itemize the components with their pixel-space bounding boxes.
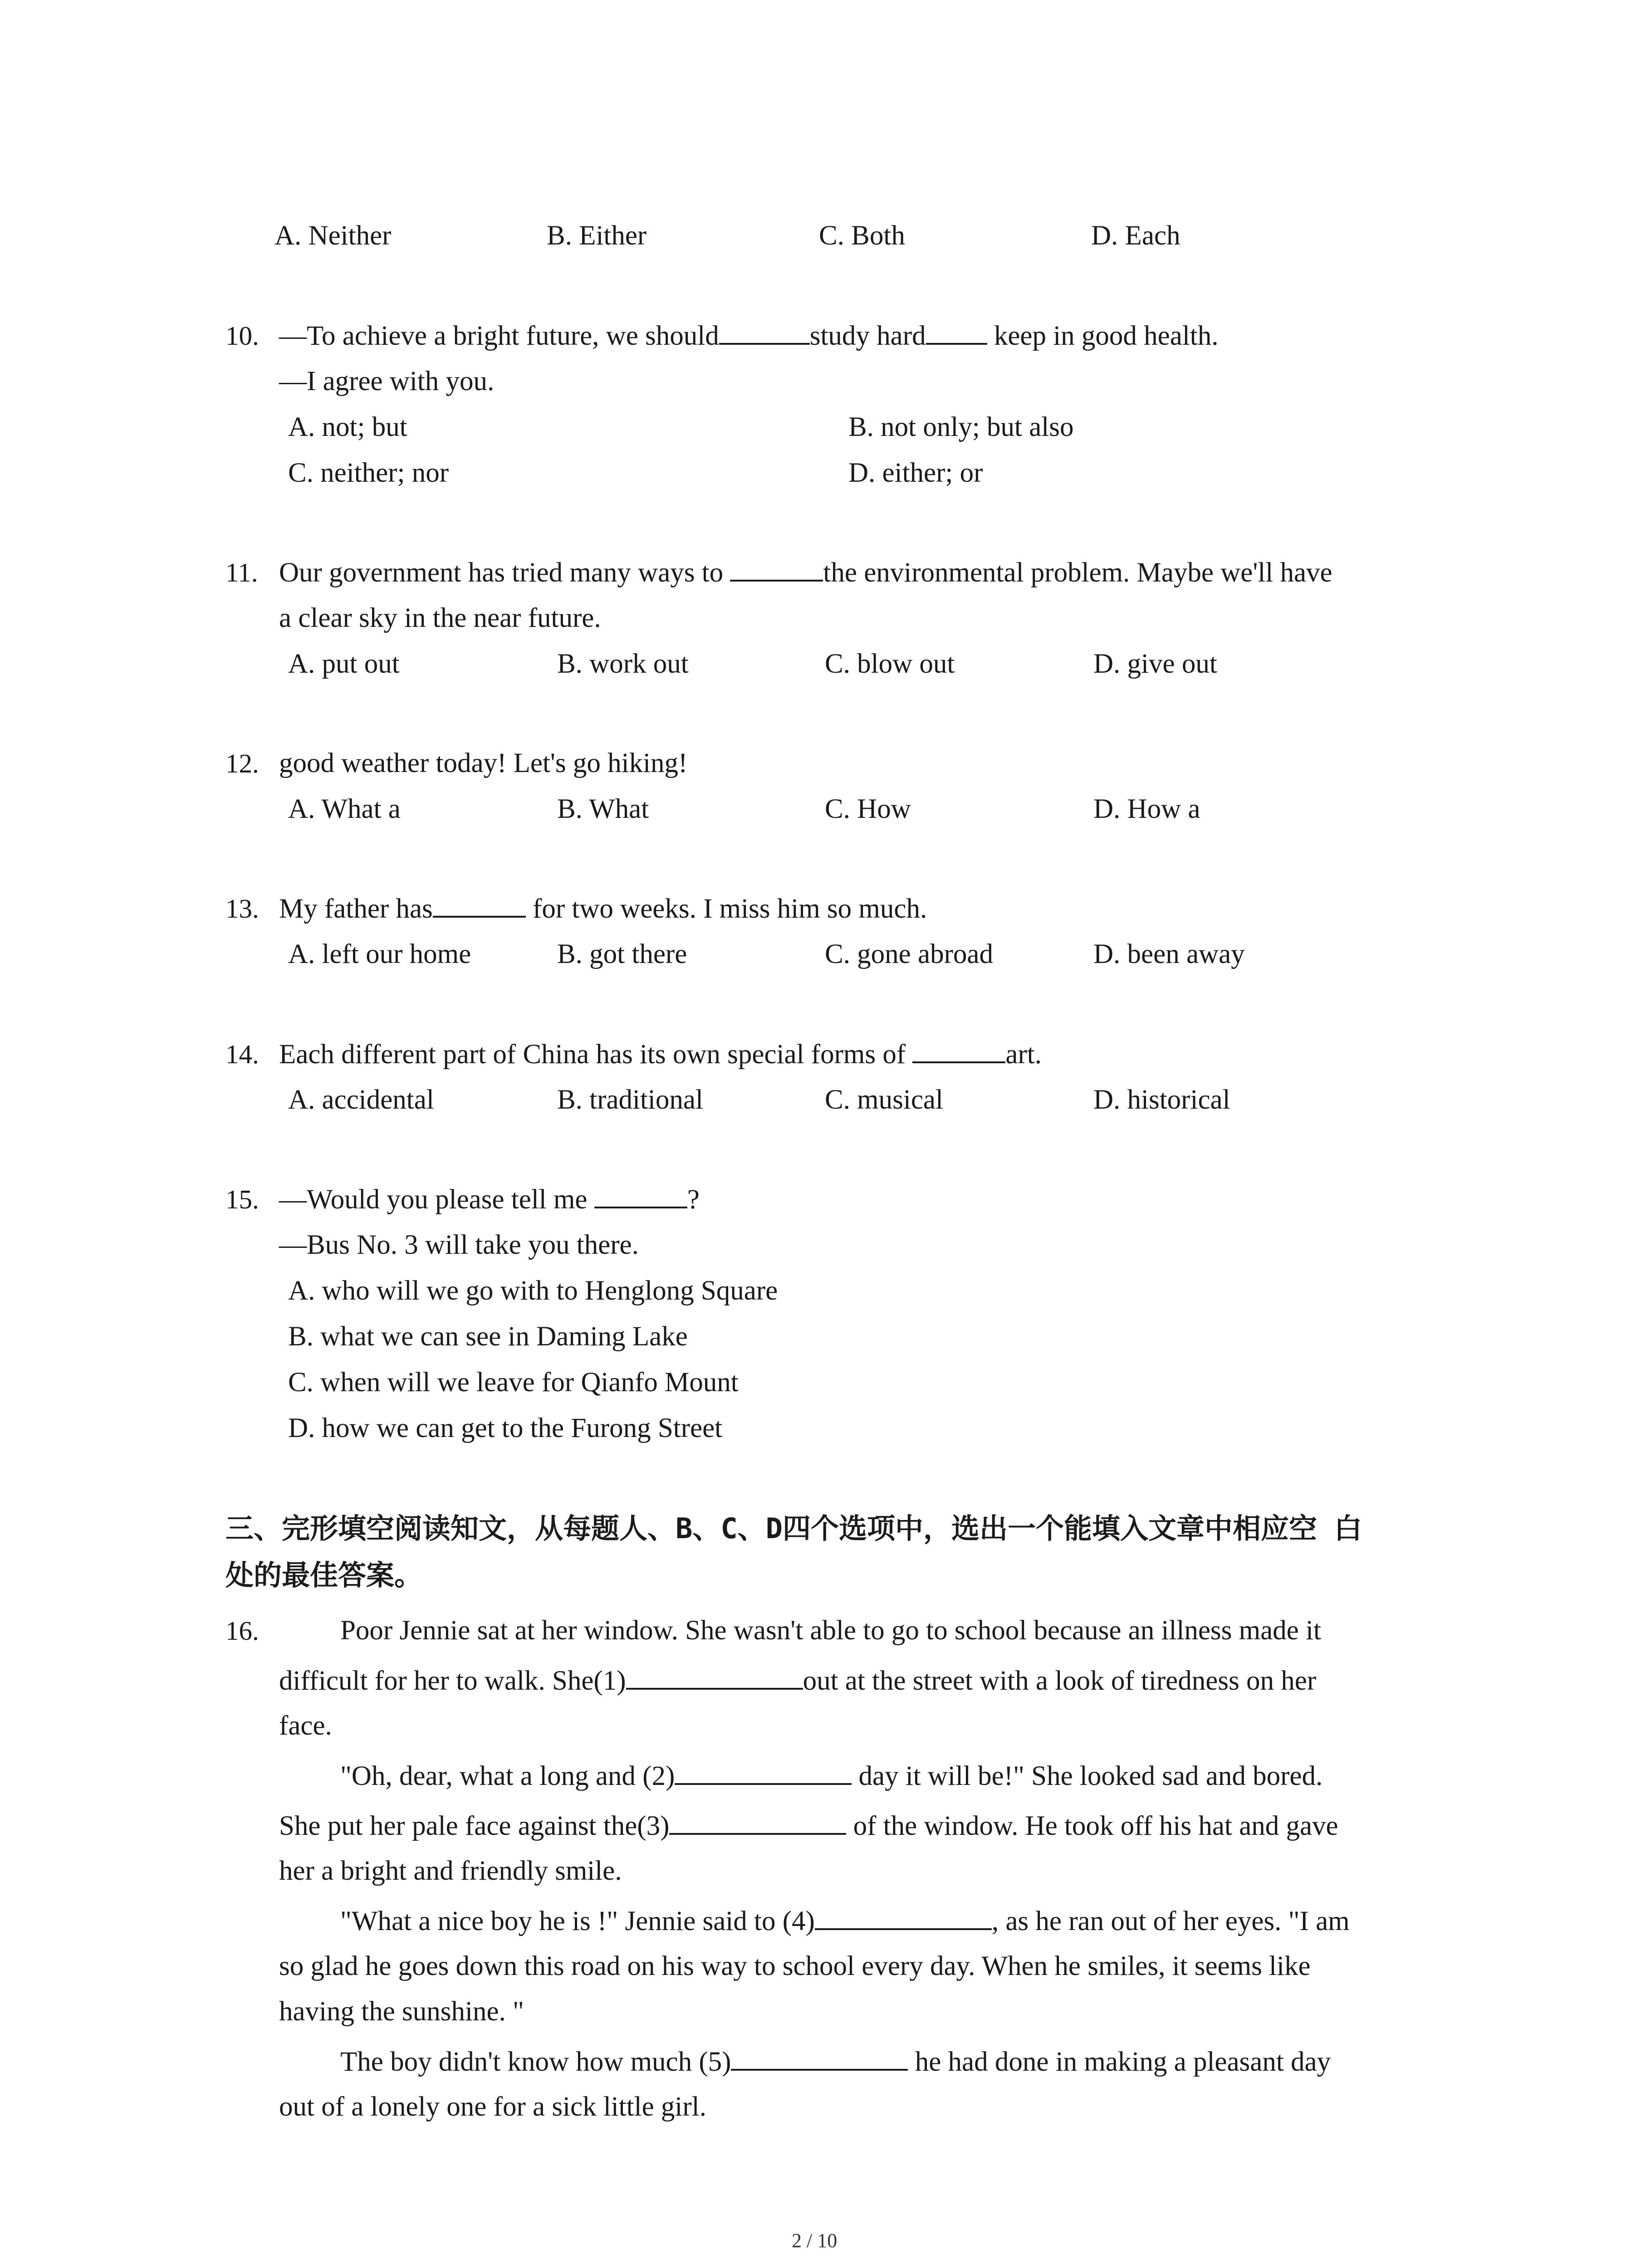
q11-option-d: D. give out xyxy=(1093,649,1217,679)
q12-option-c: C. How xyxy=(825,794,911,824)
q13-option-a: A. left our home xyxy=(288,939,471,969)
q15-option-a: A. who will we go with to Henglong Square xyxy=(288,1276,778,1306)
q13-option-c: C. gone abroad xyxy=(825,939,993,969)
answer-blank xyxy=(926,318,987,345)
passage-line: Poor Jennie sat at her window. She wasn't able to go to school because an illness made it xyxy=(340,1615,1321,1646)
passage-line: She put her pale face against the(3) of the window. He took off his hat and gave xyxy=(279,1808,1338,1844)
q11-option-c: C. blow out xyxy=(825,649,955,679)
q11-stem: Our government has tried many ways to the environmental problem. Maybe we'll have xyxy=(279,554,1332,591)
passage-line: her a bright and friendly smile. xyxy=(279,1856,622,1886)
q15-option-c: C. when will we leave for Qianfo Mount xyxy=(288,1367,739,1398)
q10-option-a: A. not; but xyxy=(288,412,407,442)
q9-option-a: A. Neither xyxy=(274,220,392,251)
q10-reply: —I agree with you. xyxy=(279,366,495,396)
answer-blank xyxy=(912,1036,1005,1063)
q15-reply: —Bus No. 3 will take you there. xyxy=(279,1230,639,1260)
q14-option-b: B. traditional xyxy=(557,1085,703,1115)
q15-number: 15. xyxy=(225,1184,259,1214)
passage-line: having the sunshine. " xyxy=(279,1996,524,2027)
answer-blank xyxy=(433,890,526,918)
q10-number: 10. xyxy=(225,321,259,351)
q15-stem: —Would you please tell me ? xyxy=(279,1181,700,1218)
q9-option-c: C. Both xyxy=(819,220,905,251)
passage-line: so glad he goes down this road on his way to school every day. When he smiles, it seems like xyxy=(279,1951,1311,1981)
page-number: 2 / 10 xyxy=(792,2229,838,2252)
answer-blank-2 xyxy=(675,1758,852,1785)
q9-option-b: B. Either xyxy=(547,220,647,251)
q10-option-c: C. neither; nor xyxy=(288,458,449,488)
passage-line: out of a lonely one for a sick little girl. xyxy=(279,2092,706,2122)
answer-blank xyxy=(719,318,810,345)
passage-line: face. xyxy=(279,1711,332,1741)
q14-stem: Each different part of China has its own special forms of art. xyxy=(279,1036,1042,1073)
q14-option-a: A. accidental xyxy=(288,1085,434,1115)
section-heading-line1: 三、完形填空阅读知文，从每题人、B、C、D四个选项中，选出一个能填入文章中相应空 白 xyxy=(225,1512,1362,1545)
q13-number: 13. xyxy=(225,894,259,924)
q13-option-d: D. been away xyxy=(1093,939,1245,969)
section-heading-line2: 处的最佳答案。 xyxy=(225,1559,423,1592)
q14-number: 14. xyxy=(225,1039,259,1069)
answer-blank-5 xyxy=(731,2043,908,2071)
q12-option-a: A. What a xyxy=(288,794,401,824)
q10-option-d: D. either; or xyxy=(848,458,983,488)
q12-option-d: D. How a xyxy=(1093,794,1200,824)
q9-option-d: D. Each xyxy=(1091,220,1181,251)
q11-number: 11. xyxy=(225,557,258,587)
q13-stem: My father has for two weeks. I miss him so much. xyxy=(279,890,927,927)
answer-blank-3 xyxy=(669,1808,846,1835)
q15-option-d: D. how we can get to the Furong Street xyxy=(288,1413,723,1443)
q11-stem-line2: a clear sky in the near future. xyxy=(279,603,601,633)
q13-option-b: B. got there xyxy=(557,939,687,969)
q14-option-c: C. musical xyxy=(825,1085,943,1115)
q12-number: 12. xyxy=(225,748,259,778)
q16-number: 16. xyxy=(225,1616,259,1646)
answer-blank xyxy=(730,554,823,582)
passage-line: "What a nice boy he is !" Jennie said to (4) , as he ran out of her eyes. "I am xyxy=(340,1903,1350,1940)
passage-line: "Oh, dear, what a long and (2) day it will be!" She looked sad and bored. xyxy=(340,1758,1323,1794)
q11-option-b: B. work out xyxy=(557,649,689,679)
passage-line: difficult for her to walk. She(1) out at the street with a look of tiredness on her xyxy=(279,1662,1316,1699)
q10-stem: —To achieve a bright future, we should study hard keep in good health. xyxy=(279,318,1218,354)
q10-option-b: B. not only; but also xyxy=(848,412,1074,442)
answer-blank xyxy=(594,1181,687,1208)
q14-option-d: D. historical xyxy=(1093,1085,1230,1115)
q15-option-b: B. what we can see in Daming Lake xyxy=(288,1321,688,1352)
answer-blank-1 xyxy=(626,1662,803,1690)
q12-option-b: B. What xyxy=(557,794,649,824)
q12-stem: good weather today! Let's go hiking! xyxy=(279,748,688,778)
answer-blank-4 xyxy=(815,1903,992,1930)
passage-line: The boy didn't know how much (5) he had done in making a pleasant day xyxy=(340,2043,1331,2080)
q11-option-a: A. put out xyxy=(288,649,400,679)
